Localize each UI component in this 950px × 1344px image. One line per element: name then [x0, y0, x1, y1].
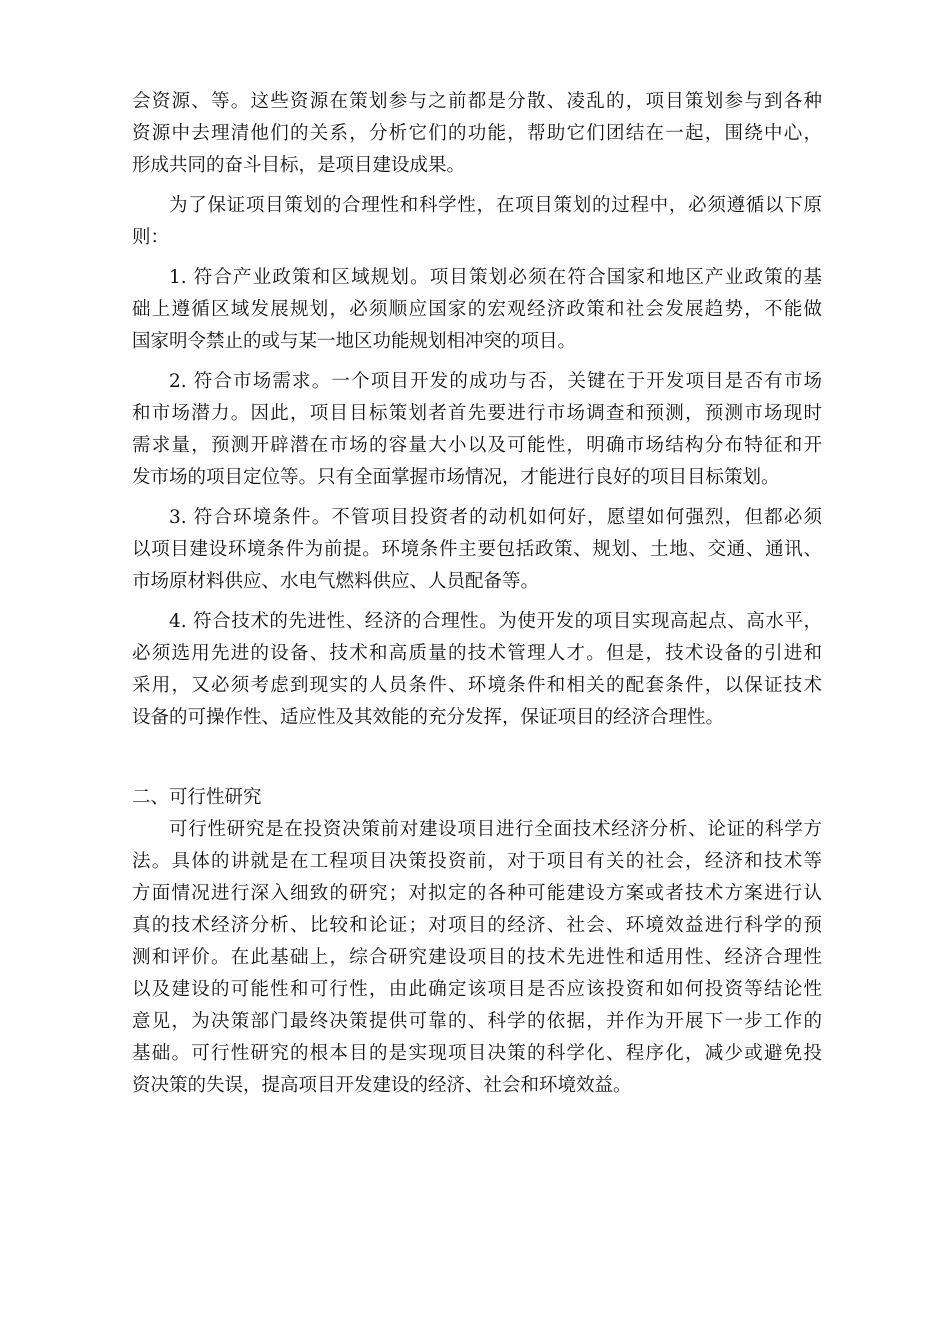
- list-item-4: [132, 606, 822, 734]
- section-heading: [132, 782, 822, 814]
- text-line: 为了保证项目策划的合理性和科学性，在项目策划的过程中，必须遵循以下原: [169, 195, 822, 216]
- text-line: 市场原材料供应、水电气燃料供应、人员配备等。: [132, 571, 540, 592]
- text-line: 基础。可行性研究的根本目的是实现项目决策的科学化、程序化，减少或避免投: [132, 1043, 822, 1064]
- paragraph-principles-intro: [132, 190, 822, 254]
- text-line: 以项目建设环境条件为前提。环境条件主要包括政策、规划、土地、交通、通讯、: [132, 539, 822, 560]
- text-line: 采用，又必须考虑到现实的人员条件、环境条件和相关的配套条件，以保证技术: [132, 675, 822, 696]
- paragraph-resources: [132, 86, 822, 182]
- section-title: 二、可行性研究: [132, 787, 262, 808]
- text-line: 3. 符合环境条件。不管项目投资者的动机如何好，愿望如何强烈，但都必须: [169, 507, 822, 528]
- text-line: 设备的可操作性、适应性及其效能的充分发挥，保证项目的经济合理性。: [132, 707, 725, 728]
- paragraph-feasibility: [132, 814, 822, 1102]
- text-line: 资决策的失误，提高项目开发建设的经济、社会和环境效益。: [132, 1075, 632, 1096]
- text-line: 必须选用先进的设备、技术和高质量的技术管理人才。但是，技术设备的引进和: [132, 643, 822, 664]
- text-line: 会资源、等。这些资源在策划参与之前都是分散、凌乱的，项目策划参与到各种: [132, 91, 822, 112]
- text-line: 发市场的项目定位等。只有全面掌握市场情况，才能进行良好的项目目标策划。: [132, 467, 780, 488]
- text-line: 可行性研究是在投资决策前对建设项目进行全面技术经济分析、论证的科学方: [169, 819, 822, 840]
- text-line: 和市场潜力。因此，项目目标策划者首先要进行市场调查和预测，预测市场现时: [132, 403, 822, 424]
- text-line: 测和评价。在此基础上，综合研究建设项目的技术先进性和适用性、经济合理性: [132, 947, 822, 968]
- text-line: 意见，为决策部门最终决策提供可靠的、科学的依据，并作为开展下一步工作的: [132, 1011, 822, 1032]
- text-line: 国家明令禁止的或与某一地区功能规划相冲突的项目。: [132, 331, 577, 352]
- text-line: 4. 符合技术的先进性、经济的合理性。为使开发的项目实现高起点、高水平，: [169, 611, 822, 632]
- text-line: 方面情况进行深入细致的研究；对拟定的各种可能建设方案或者技术方案进行认: [132, 883, 822, 904]
- text-line: 1. 符合产业政策和区域规划。项目策划必须在符合国家和地区产业政策的基: [169, 267, 822, 288]
- text-line: 资源中去理清他们的关系，分析它们的功能，帮助它们团结在一起，围绕中心，: [132, 123, 822, 144]
- text-line: 真的技术经济分析、比较和论证；对项目的经济、社会、环境效益进行科学的预: [132, 915, 822, 936]
- list-item-3: [132, 502, 822, 598]
- text-line: 法。具体的讲就是在工程项目决策投资前，对于项目有关的社会，经济和技术等: [132, 851, 822, 872]
- text-line: 2. 符合市场需求。一个项目开发的成功与否，关键在于开发项目是否有市场: [169, 371, 822, 392]
- list-item-1: [132, 262, 822, 358]
- list-item-2: [132, 366, 822, 494]
- text-line: 形成共同的奋斗目标，是项目建设成果。: [132, 155, 466, 176]
- text-line: 需求量，预测开辟潜在市场的容量大小以及可能性，明确市场结构分布特征和开: [132, 435, 822, 456]
- text-line: 则：: [132, 227, 170, 248]
- text-line: 础上遵循区域发展规划，必须顺应国家的宏观经济政策和社会发展趋势，不能做: [132, 299, 822, 320]
- text-line: 以及建设的可能性和可行性，由此确定该项目是否应该投资和如何投资等结论性: [132, 979, 822, 1000]
- document-page: [132, 86, 822, 1102]
